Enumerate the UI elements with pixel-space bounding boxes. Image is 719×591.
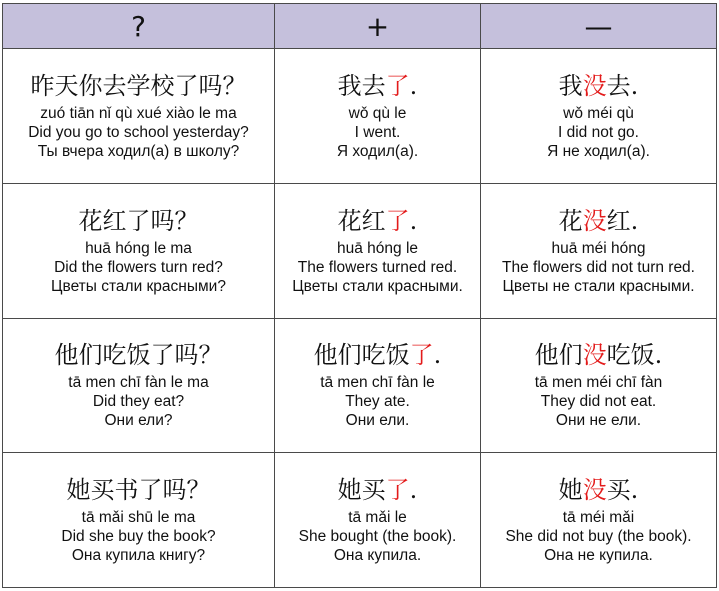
negative-cell	[481, 318, 717, 453]
pinyin-text: tā men chī fàn le ma	[68, 374, 209, 392]
hanzi-text-after: .	[409, 206, 418, 235]
hanzi-text-after: .	[409, 71, 418, 100]
pinyin-text: huā hóng le	[336, 239, 419, 257]
hanzi-text: 我去	[337, 71, 386, 100]
russian-translation: Она не купила.	[544, 547, 653, 565]
question-cell	[3, 453, 275, 588]
table-row	[3, 318, 717, 453]
hanzi-text: 她买书了吗？	[66, 476, 211, 505]
english-translation: I went.	[354, 123, 401, 141]
pinyin-text: wǒ qù le	[348, 104, 407, 122]
question-cell	[3, 49, 275, 184]
affirmative-cell	[275, 49, 481, 184]
pinyin-text: tā men méi chī fàn	[534, 374, 663, 392]
negative-cell	[481, 49, 717, 184]
english-translation: The flowers turned red.	[297, 258, 458, 276]
particle-highlight: 没	[582, 206, 607, 235]
negative-cell	[481, 453, 717, 588]
particle-highlight: 没	[582, 476, 607, 505]
hanzi-text: 花红	[337, 206, 386, 235]
hanzi-sentence	[481, 71, 716, 101]
russian-translation: Я не ходил(а).	[547, 142, 650, 160]
hanzi-text-after: .	[433, 341, 442, 370]
particle-highlight: 了	[409, 341, 434, 370]
hanzi-sentence	[275, 71, 480, 101]
russian-translation: Цветы стали красными?	[51, 277, 226, 295]
table-row	[3, 49, 717, 184]
hanzi-text: 花	[558, 206, 583, 235]
hanzi-text: 他们吃饭了吗？	[54, 341, 223, 370]
header-affirmative: +	[275, 4, 481, 49]
russian-translation: Они ели?	[104, 412, 173, 430]
russian-translation: Я ходил(а).	[336, 142, 419, 160]
pinyin-text: tā méi mǎi	[562, 509, 635, 527]
hanzi-text-after: 吃饭.	[606, 341, 663, 370]
hanzi-text-after: 买.	[606, 476, 639, 505]
english-translation: Did you go to school yesterday?	[28, 123, 249, 141]
particle-highlight: 了	[385, 206, 410, 235]
pinyin-text: wǒ méi qù	[563, 104, 634, 122]
russian-translation: Цветы стали красными.	[292, 277, 463, 295]
hanzi-sentence	[275, 475, 480, 505]
hanzi-sentence	[3, 206, 274, 236]
table-row	[3, 183, 717, 318]
hanzi-sentence	[275, 206, 480, 236]
header-row	[3, 4, 717, 49]
english-translation: Did the flowers turn red?	[54, 258, 223, 276]
question-cell	[3, 318, 275, 453]
english-translation: She bought (the book).	[298, 528, 457, 546]
hanzi-sentence	[481, 206, 716, 236]
pinyin-text: huā hóng le ma	[85, 239, 192, 257]
hanzi-sentence	[3, 340, 274, 370]
pinyin-text: zuó tiān nǐ qù xué xiào le ma	[40, 104, 237, 122]
russian-translation: Она купила книгу?	[71, 547, 206, 565]
table-row	[3, 453, 717, 588]
russian-translation: Она купила.	[333, 547, 422, 565]
affirmative-cell	[275, 183, 481, 318]
hanzi-sentence	[275, 340, 480, 370]
english-translation: Did she buy the book?	[61, 528, 216, 546]
hanzi-text-after: .	[409, 476, 418, 505]
particle-highlight: 没	[582, 341, 607, 370]
hanzi-sentence	[3, 475, 274, 505]
question-cell	[3, 183, 275, 318]
hanzi-text-after: 红.	[606, 206, 639, 235]
hanzi-sentence	[3, 71, 274, 101]
header-negative: —	[481, 4, 717, 49]
particle-highlight: 了	[385, 476, 410, 505]
english-translation: She did not buy (the book).	[505, 528, 692, 546]
hanzi-text: 昨天你去学校了吗？	[30, 71, 247, 100]
grammar-table	[2, 3, 717, 588]
pinyin-text: tā men chī fàn le	[320, 374, 435, 392]
english-translation: I did not go.	[557, 123, 639, 141]
hanzi-text: 花红了吗？	[78, 206, 199, 235]
english-translation: They ate.	[345, 393, 410, 411]
hanzi-text-after: 去.	[606, 71, 639, 100]
pinyin-text: huā méi hóng	[551, 239, 646, 257]
negative-cell	[481, 183, 717, 318]
russian-translation: Они не ели.	[555, 412, 642, 430]
english-translation: They did not eat.	[540, 393, 657, 411]
russian-translation: Они ели.	[345, 412, 410, 430]
affirmative-cell	[275, 318, 481, 453]
english-translation: Did they eat?	[92, 393, 185, 411]
russian-translation: Ты вчера ходил(а) в школу?	[37, 142, 240, 160]
particle-highlight: 了	[385, 71, 410, 100]
hanzi-text: 他们吃饭	[313, 341, 410, 370]
pinyin-text: tā mǎi shū le ma	[81, 509, 196, 527]
particle-highlight: 没	[582, 71, 607, 100]
hanzi-text: 我	[558, 71, 583, 100]
header-question: ?	[3, 4, 275, 49]
pinyin-text: tā mǎi le	[348, 509, 407, 527]
russian-translation: Цветы не стали красными.	[502, 277, 695, 295]
hanzi-text: 她买	[337, 476, 386, 505]
english-translation: The flowers did not turn red.	[502, 258, 695, 276]
hanzi-text: 他们	[534, 341, 583, 370]
hanzi-sentence	[481, 475, 716, 505]
hanzi-sentence	[481, 340, 716, 370]
hanzi-text: 她	[558, 476, 583, 505]
affirmative-cell	[275, 453, 481, 588]
